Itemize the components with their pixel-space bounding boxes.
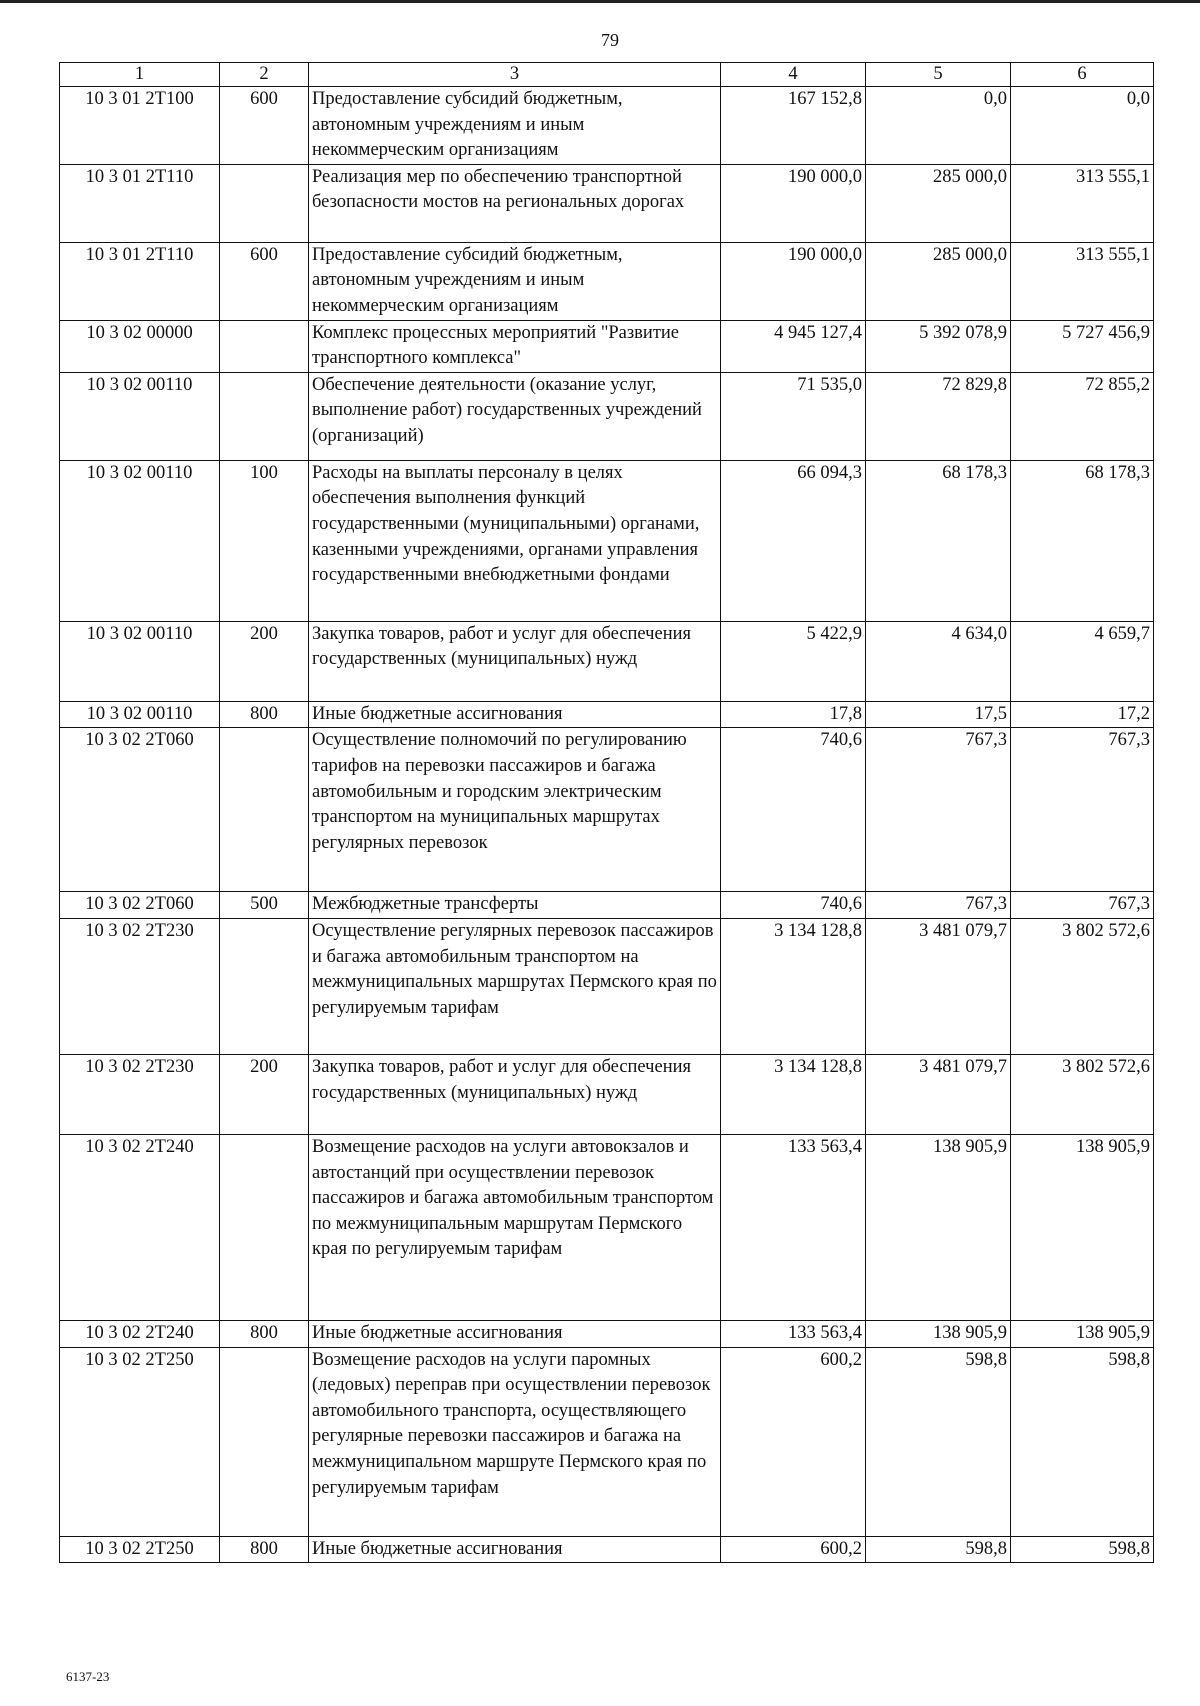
name-cell: Межбюджетные трансферты [309,892,721,919]
value-cell: 167 152,8 [721,87,866,165]
name-cell: Закупка товаров, работ и услуг для обеспечения государственных (муниципальных) нужд [309,621,721,701]
value-cell: 285 000,0 [866,164,1011,242]
code-cell: 10 3 02 2Т240 [60,1320,220,1347]
value-cell: 3 134 128,8 [721,1054,866,1134]
column-header: 2 [220,63,309,87]
name-cell: Иные бюджетные ассигнования [309,1320,721,1347]
value-cell: 68 178,3 [866,460,1011,621]
value-cell: 767,3 [1011,728,1154,892]
code-cell: 10 3 02 2Т250 [60,1536,220,1563]
table-row [60,701,1154,728]
type-cell: 800 [220,701,309,728]
type-cell [220,728,309,892]
column-header: 6 [1011,63,1154,87]
table-row [60,460,1154,621]
value-cell: 4 659,7 [1011,621,1154,701]
type-cell: 200 [220,1054,309,1134]
name-cell: Обеспечение деятельности (оказание услуг, выполнение работ) государственных учреждений (организаций) [309,372,721,460]
type-cell: 500 [220,892,309,919]
value-cell: 4 634,0 [866,621,1011,701]
value-cell: 740,6 [721,728,866,892]
code-cell: 10 3 01 2Т110 [60,242,220,320]
name-cell: Осуществление регулярных перевозок пассажиров и багажа автомобильным транспортом на межмуниципальных маршрутах Пермского края по регулируемым тарифам [309,918,721,1054]
column-header: 5 [866,63,1011,87]
type-cell: 200 [220,621,309,701]
value-cell: 3 802 572,6 [1011,1054,1154,1134]
value-cell: 72 855,2 [1011,372,1154,460]
document-code: 6137-23 [66,1669,110,1684]
code-cell: 10 3 02 00000 [60,320,220,372]
name-cell: Осуществление полномочий по регулированию тарифов на перевозки пассажиров и багажа автомобильным и городским электрическим транспортом на муниципальных маршрутах регулярных перевозок [309,728,721,892]
value-cell: 68 178,3 [1011,460,1154,621]
type-cell [220,918,309,1054]
value-cell: 17,5 [866,701,1011,728]
name-cell: Комплекс процессных мероприятий "Развитие транспортного комплекса" [309,320,721,372]
code-cell: 10 3 02 00110 [60,621,220,701]
name-cell: Возмещение расходов на услуги паромных (ледовых) переправ при осуществлении перевозок автомобильного транспорта, осуществляющего регулярные перевозки пассажиров и багажа на межмуниципальном маршруте Пермского края по регулируемым тарифам [309,1347,721,1536]
code-cell: 10 3 02 2Т230 [60,1054,220,1134]
type-cell [220,1134,309,1320]
type-cell [220,320,309,372]
type-cell: 100 [220,460,309,621]
name-cell: Возмещение расходов на услуги автовокзалов и автостанций при осуществлении перевозок пассажиров и багажа автомобильным транспортом по межмуниципальным маршрутам Пермского края по регулируемым тарифам [309,1134,721,1320]
name-cell: Иные бюджетные ассигнования [309,1536,721,1563]
code-cell: 10 3 02 00110 [60,460,220,621]
name-cell: Предоставление субсидий бюджетным, автономным учреждениям и иным некоммерческим организациям [309,87,721,165]
budget-table [59,62,1154,1563]
value-cell: 767,3 [866,892,1011,919]
table-row [60,242,1154,320]
type-cell [220,1347,309,1536]
code-cell: 10 3 01 2Т110 [60,164,220,242]
value-cell: 3 134 128,8 [721,918,866,1054]
table-row [60,621,1154,701]
type-cell: 800 [220,1320,309,1347]
value-cell: 138 905,9 [866,1134,1011,1320]
table-row [60,164,1154,242]
type-cell [220,372,309,460]
value-cell: 3 802 572,6 [1011,918,1154,1054]
value-cell: 598,8 [866,1347,1011,1536]
value-cell: 5 392 078,9 [866,320,1011,372]
name-cell: Закупка товаров, работ и услуг для обеспечения государственных (муниципальных) нужд [309,1054,721,1134]
value-cell: 5 727 456,9 [1011,320,1154,372]
column-header: 4 [721,63,866,87]
value-cell: 138 905,9 [1011,1320,1154,1347]
value-cell: 313 555,1 [1011,242,1154,320]
scan-edge-line [0,0,1200,3]
page-number: 79 [601,30,619,50]
table-row [60,87,1154,165]
code-cell: 10 3 02 00110 [60,701,220,728]
value-cell: 598,8 [1011,1347,1154,1536]
value-cell: 5 422,9 [721,621,866,701]
value-cell: 3 481 079,7 [866,918,1011,1054]
table-row [60,1054,1154,1134]
type-cell [220,164,309,242]
name-cell: Предоставление субсидий бюджетным, автономным учреждениям и иным некоммерческим организациям [309,242,721,320]
code-cell: 10 3 02 2Т240 [60,1134,220,1320]
value-cell: 0,0 [866,87,1011,165]
code-cell: 10 3 02 2Т060 [60,728,220,892]
name-cell: Расходы на выплаты персоналу в целях обеспечения выполнения функций государственными (муниципальными) органами, казенными учреждениями, органами управления государственными внебюджетными фондами [309,460,721,621]
value-cell: 600,2 [721,1347,866,1536]
value-cell: 598,8 [866,1536,1011,1563]
code-cell: 10 3 02 00110 [60,372,220,460]
code-cell: 10 3 02 2Т230 [60,918,220,1054]
value-cell: 138 905,9 [866,1320,1011,1347]
table-row [60,892,1154,919]
type-cell: 600 [220,87,309,165]
value-cell: 17,2 [1011,701,1154,728]
table-row [60,1347,1154,1536]
value-cell: 313 555,1 [1011,164,1154,242]
value-cell: 138 905,9 [1011,1134,1154,1320]
table-row [60,1134,1154,1320]
table-row [60,728,1154,892]
value-cell: 133 563,4 [721,1320,866,1347]
value-cell: 598,8 [1011,1536,1154,1563]
table-row [60,372,1154,460]
value-cell: 71 535,0 [721,372,866,460]
value-cell: 0,0 [1011,87,1154,165]
type-cell: 800 [220,1536,309,1563]
value-cell: 17,8 [721,701,866,728]
code-cell: 10 3 02 2Т060 [60,892,220,919]
value-cell: 190 000,0 [721,164,866,242]
value-cell: 740,6 [721,892,866,919]
table-row [60,1320,1154,1347]
name-cell: Иные бюджетные ассигнования [309,701,721,728]
value-cell: 3 481 079,7 [866,1054,1011,1134]
header-row [60,63,1154,87]
table-row [60,918,1154,1054]
value-cell: 767,3 [1011,892,1154,919]
column-header: 1 [60,63,220,87]
value-cell: 190 000,0 [721,242,866,320]
type-cell: 600 [220,242,309,320]
value-cell: 133 563,4 [721,1134,866,1320]
value-cell: 66 094,3 [721,460,866,621]
value-cell: 72 829,8 [866,372,1011,460]
column-header: 3 [309,63,721,87]
name-cell: Реализация мер по обеспечению транспортной безопасности мостов на региональных дорогах [309,164,721,242]
code-cell: 10 3 01 2Т100 [60,87,220,165]
value-cell: 767,3 [866,728,1011,892]
value-cell: 285 000,0 [866,242,1011,320]
value-cell: 4 945 127,4 [721,320,866,372]
table-row [60,1536,1154,1563]
code-cell: 10 3 02 2Т250 [60,1347,220,1536]
value-cell: 600,2 [721,1536,866,1563]
table-row [60,320,1154,372]
